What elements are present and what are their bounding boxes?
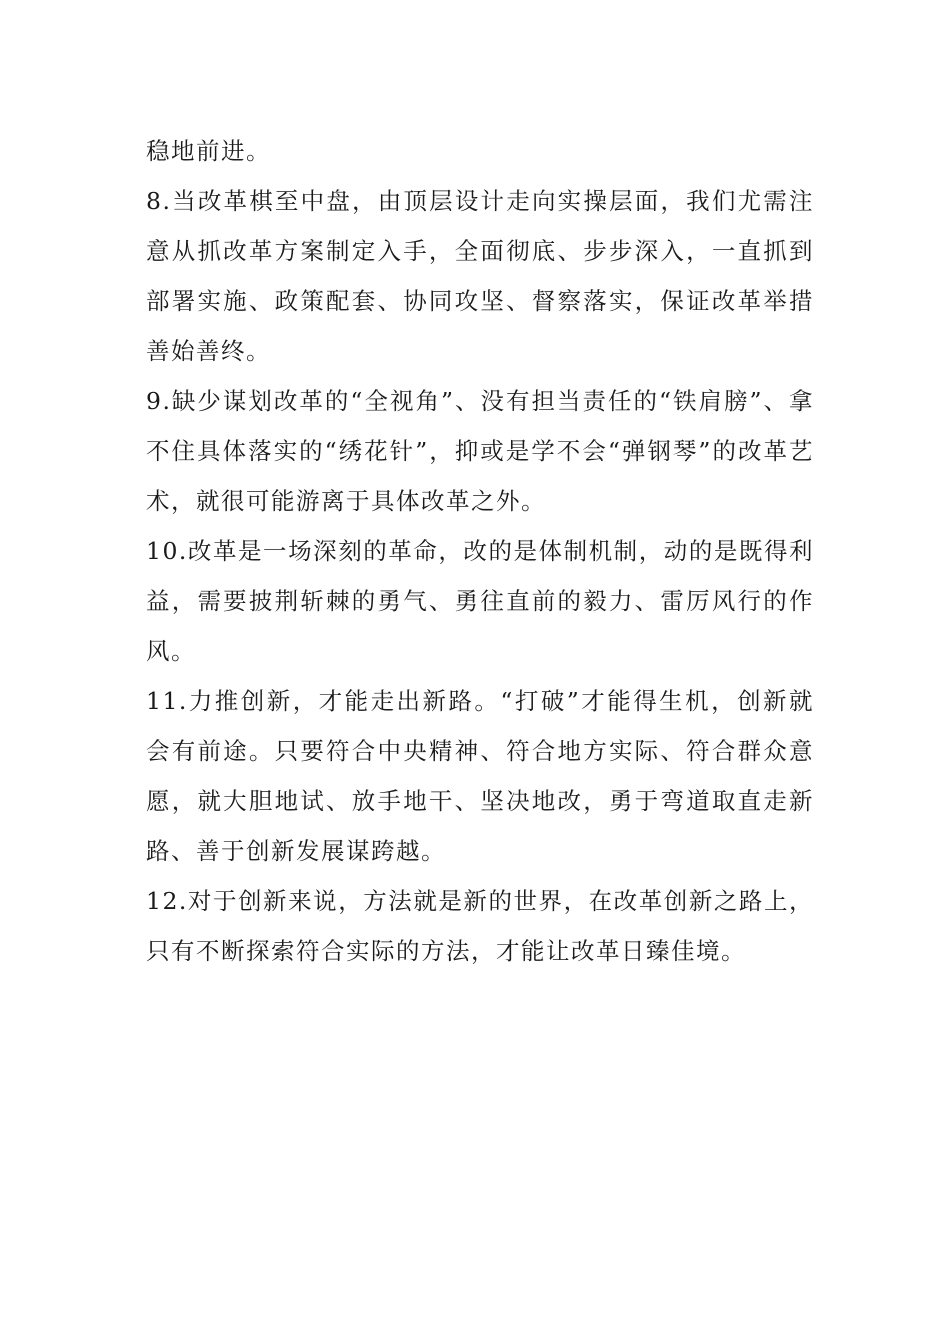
paragraph-continuation: 稳地前进。 <box>146 137 271 165</box>
document-body <box>146 126 814 976</box>
paragraph-item-10: 10.改革是一场深刻的革命，改的是体制机制，动的是既得利益，需要披荆斩棘的勇气、勇往直前的毅力、雷厉风行的作风。 <box>146 537 814 665</box>
paragraph-item-9: 9.缺少谋划改革的“全视角”、没有担当责任的“铁肩膀”、拿不住具体落实的“绣花针”，抑或是学不会“弹钢琴”的改革艺术，就很可能游离于具体改革之外。 <box>146 387 814 515</box>
paragraph-item-8: 8.当改革棋至中盘，由顶层设计走向实操层面，我们尤需注意从抓改革方案制定入手，全面彻底、步步深入，一直抓到部署实施、政策配套、协同攻坚、督察落实，保证改革举措善始善终。 <box>146 187 814 365</box>
paragraph-item-11: 11.力推创新，才能走出新路。“打破”才能得生机，创新就会有前途。只要符合中央精神、符合地方实际、符合群众意愿，就大胆地试、放手地干、坚决地改，勇于弯道取直走新路、善于创新发展谋跨越。 <box>146 687 814 865</box>
paragraph-item-12: 12.对于创新来说，方法就是新的世界，在改革创新之路上，只有不断探索符合实际的方法，才能让改革日臻佳境。 <box>146 887 814 965</box>
